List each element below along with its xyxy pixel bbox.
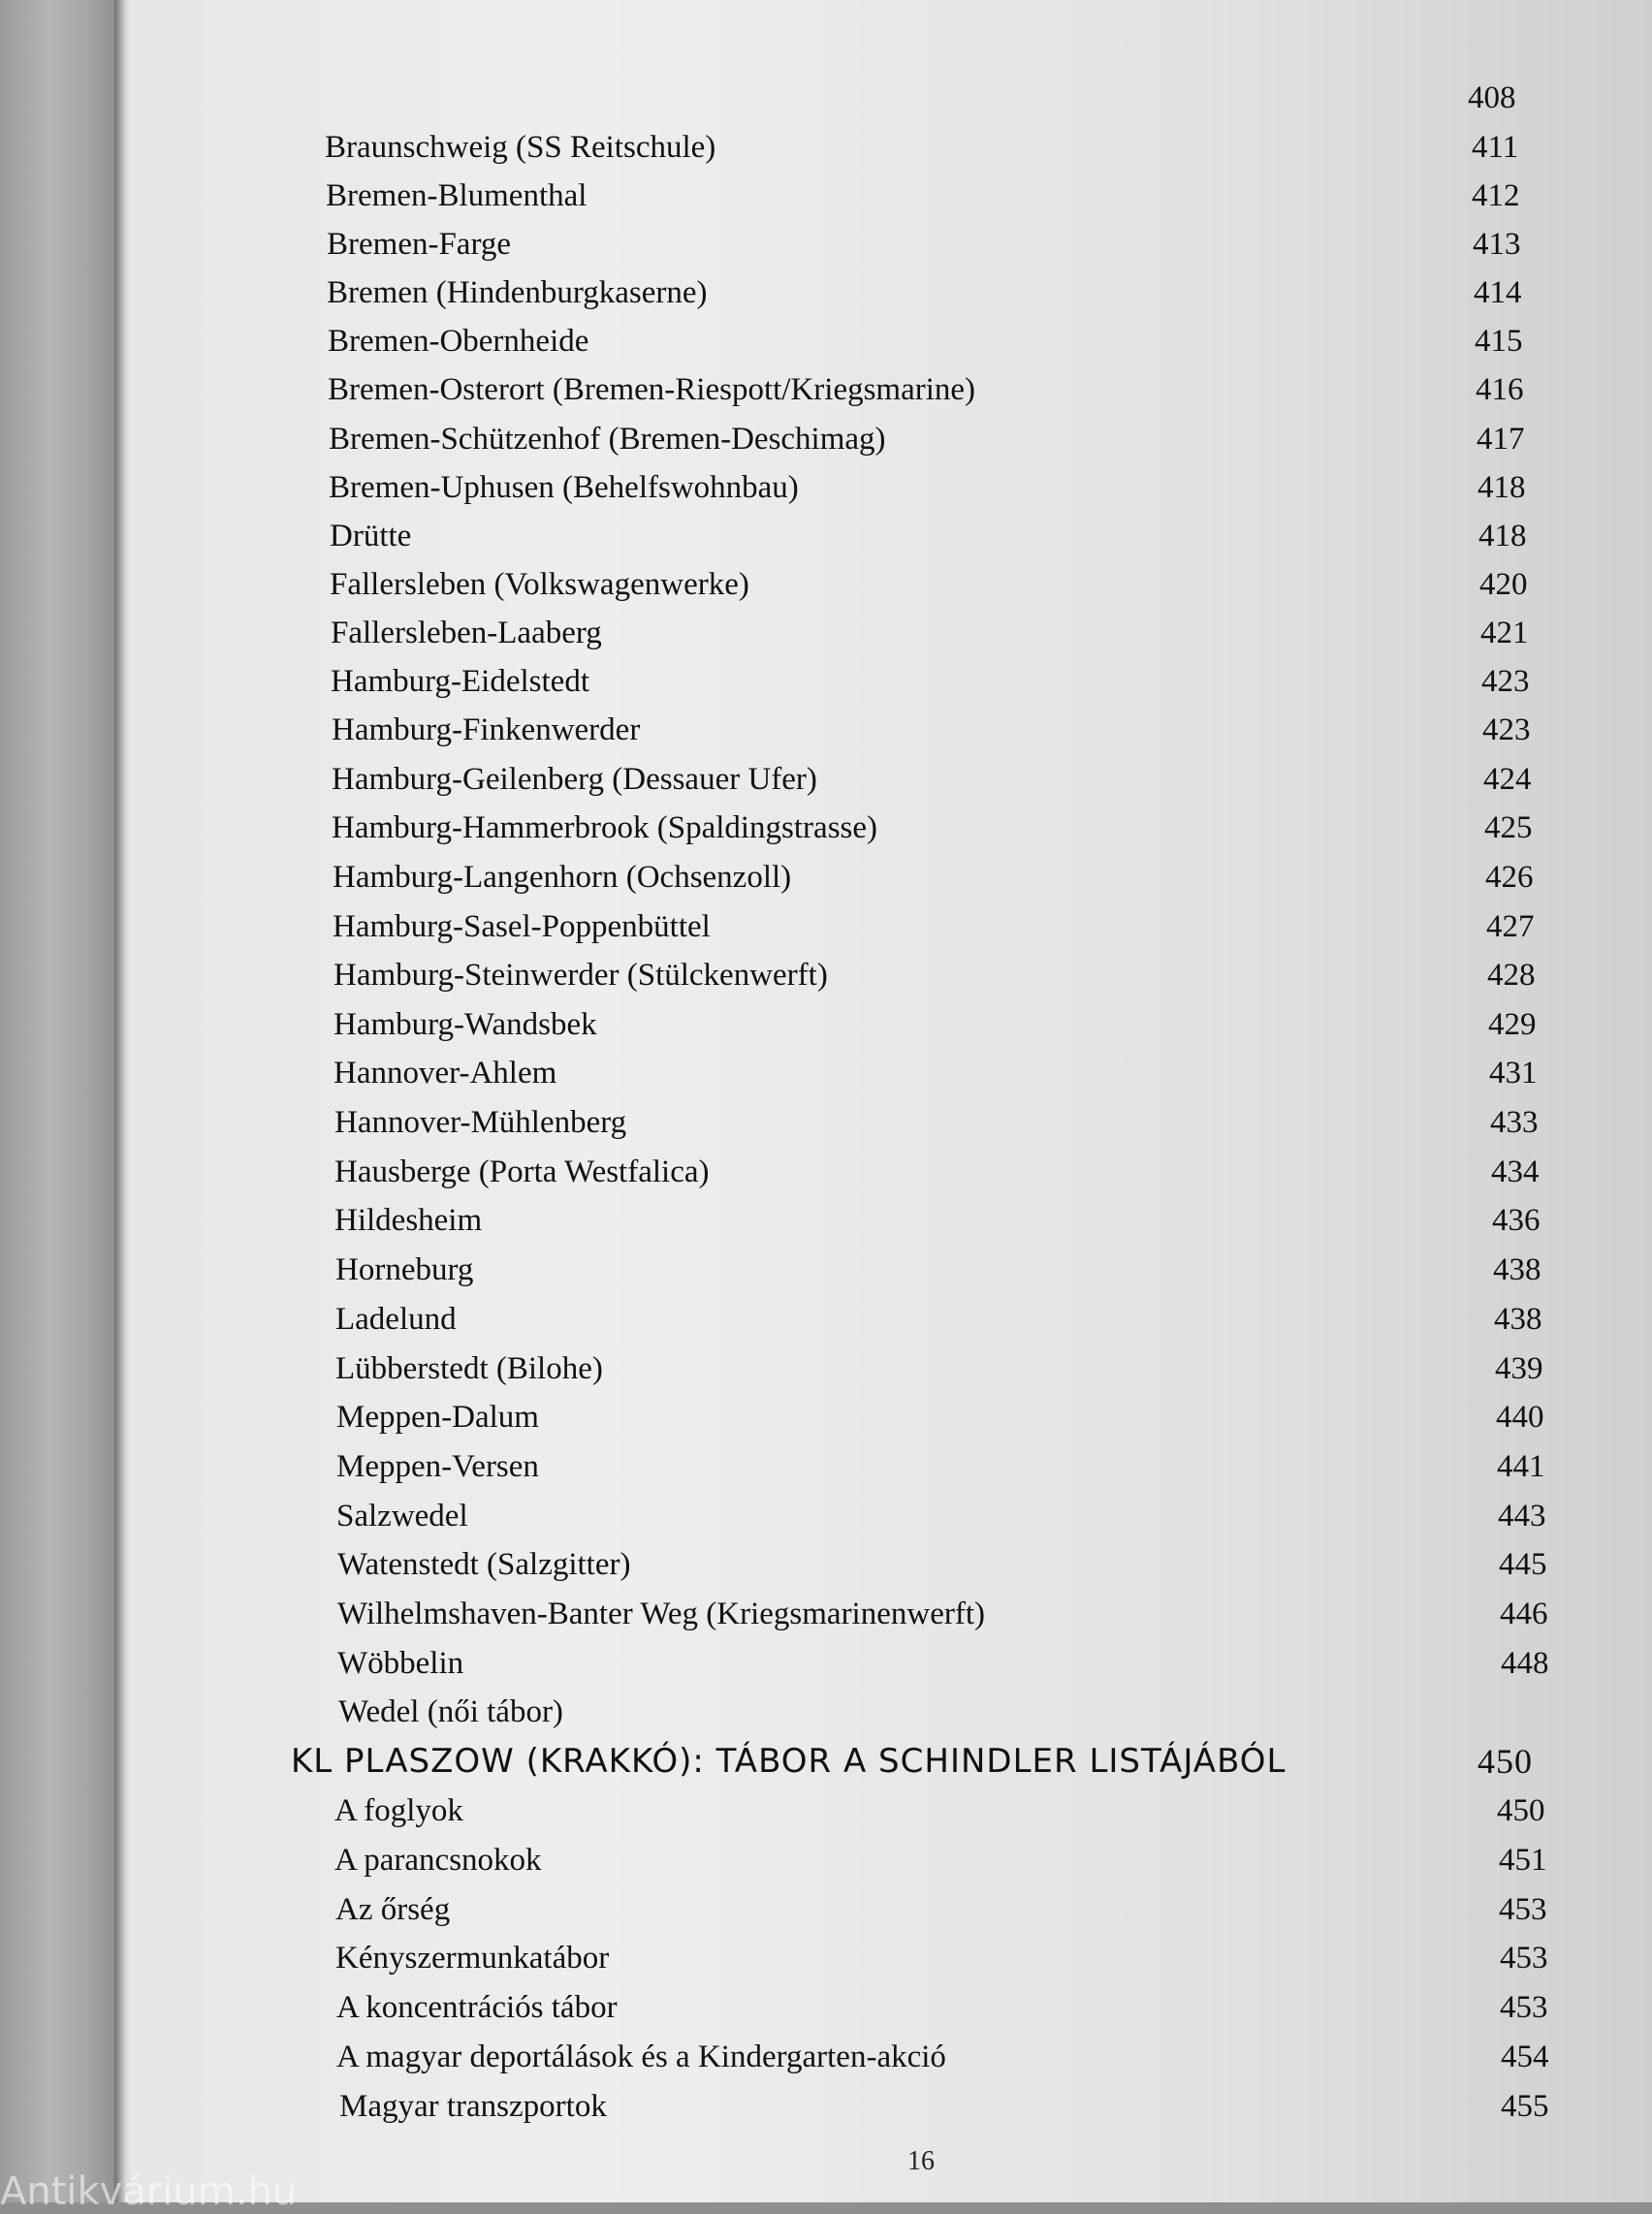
toc-entry-title: Salzwedel: [336, 1499, 468, 1534]
toc-entry-page-number: 453: [1499, 1892, 1547, 1927]
toc-entry-page-number: 455: [1501, 2089, 1549, 2124]
toc-entry: [0, 804, 1652, 852]
toc-entry-page-number: 445: [1499, 1547, 1547, 1582]
toc-entry: [0, 74, 1652, 122]
toc-entry-page-number: 448: [1501, 1646, 1549, 1681]
toc-entry: [0, 1885, 1652, 1934]
toc-entry-title: Kényszermunkatábor: [335, 1941, 610, 1976]
toc-entry: [0, 463, 1652, 512]
toc-entry: [0, 415, 1652, 463]
toc-entry-page-number: 429: [1488, 1007, 1537, 1042]
toc-entry: [0, 1442, 1652, 1491]
toc-entry-page-number: 439: [1495, 1351, 1543, 1386]
toc-entry-title: Az őrség: [335, 1892, 451, 1927]
toc-entry: [0, 1000, 1652, 1049]
toc-entry-title: Hildesheim: [334, 1203, 483, 1238]
toc-entry-page-number: 450: [1477, 1742, 1533, 1781]
toc-entry-title: Fallersleben-Laaberg: [331, 616, 602, 650]
toc-entry-page-number: 433: [1490, 1105, 1539, 1140]
toc-entry-page-number: 426: [1485, 860, 1534, 895]
toc-entry-page-number: 417: [1477, 422, 1525, 457]
toc-entry-title: Bremen-Uphusen (Behelfswohnbau): [329, 470, 799, 505]
toc-entry: [0, 1639, 1652, 1688]
toc-entry-page-number: 428: [1487, 958, 1536, 993]
toc-entry-page-number: 408: [1468, 80, 1516, 115]
toc-entry-page-number: 412: [1472, 178, 1520, 213]
toc-entry: [0, 902, 1652, 951]
toc-entry-page-number: 431: [1489, 1056, 1538, 1091]
toc-entry: [0, 1295, 1652, 1344]
toc-entry: [0, 657, 1652, 706]
toc-entry: [0, 365, 1652, 414]
toc-entry: [0, 1196, 1652, 1245]
toc-entry-title: A foglyok: [334, 1793, 463, 1828]
toc-entry: [0, 755, 1652, 804]
toc-entry: [0, 1148, 1652, 1196]
toc-entry-page-number: 420: [1479, 567, 1528, 602]
toc-entry: [0, 220, 1652, 269]
toc-entry-title: Bremen-Osterort (Bremen-Riespott/Kriegsmarine): [328, 372, 976, 407]
toc-entry: [0, 1688, 1652, 1736]
toc-entry-page-number: 438: [1494, 1302, 1542, 1337]
toc-entry: [0, 1049, 1652, 1097]
toc-entry: [0, 706, 1652, 754]
toc-entry-title: Hamburg-Geilenberg (Dessauer Ufer): [332, 762, 817, 797]
toc-entry-page-number: 421: [1480, 616, 1529, 650]
watermark: Antikvárium.hu: [0, 2169, 298, 2214]
toc-entry-title: Meppen-Dalum: [336, 1400, 539, 1435]
toc-entry: [0, 172, 1652, 220]
toc-entry: [0, 1836, 1652, 1884]
toc-entry: [0, 1393, 1652, 1441]
toc-entry-title: Wedel (női tábor): [338, 1694, 563, 1729]
toc-entry-page-number: 438: [1493, 1252, 1541, 1287]
toc-entry: [0, 1787, 1652, 1835]
toc-entry-title: Hausberge (Porta Westfalica): [334, 1154, 710, 1189]
page-number: 16: [907, 2146, 935, 2176]
toc-entry-title: Ladelund: [335, 1302, 457, 1337]
toc-entry: [0, 512, 1652, 560]
toc-entry-page-number: 453: [1500, 1941, 1548, 1976]
toc-entry: [0, 2033, 1652, 2081]
toc-entry: [0, 123, 1652, 172]
toc-entry-page-number: 450: [1497, 1793, 1545, 1828]
toc-entry: [0, 1983, 1652, 2032]
toc-entry-title: Hannover-Ahlem: [334, 1056, 557, 1091]
toc-entry-title: Drütte: [330, 519, 412, 554]
toc-entry: [0, 853, 1652, 901]
toc-entry: [0, 1492, 1652, 1540]
toc-entry-page-number: 440: [1496, 1400, 1544, 1435]
toc-entry-title: Meppen-Versen: [336, 1449, 539, 1484]
toc-entry: [0, 951, 1652, 999]
toc-entry: [0, 269, 1652, 317]
toc-entry-page-number: 443: [1498, 1499, 1546, 1534]
toc-entry: [0, 609, 1652, 657]
toc-entry-title: Bremen (Hindenburgkaserne): [327, 275, 708, 310]
toc-entry-title: Hamburg-Langenhorn (Ochsenzoll): [333, 860, 792, 895]
toc-entry-page-number: 413: [1473, 227, 1521, 262]
toc-entry-page-number: 454: [1501, 2040, 1549, 2074]
toc-entry-page-number: 414: [1474, 275, 1522, 310]
toc-entry-page-number: 436: [1492, 1203, 1541, 1238]
toc-entry-page-number: 418: [1477, 470, 1526, 505]
toc-entry-title: KL PLASZOW (KRAKKÓ): TÁBOR A SCHINDLER LISTÁJÁBÓL: [291, 1742, 1287, 1781]
toc-entry: [0, 2082, 1652, 2131]
toc-entry-page-number: 423: [1482, 712, 1531, 747]
toc-entry-page-number: 425: [1484, 810, 1533, 845]
toc-entry-title: Wöbbelin: [337, 1646, 464, 1681]
toc-entry-title: Fallersleben (Volkswagenwerke): [330, 567, 749, 602]
toc-entry: [0, 560, 1652, 609]
toc-entry-title: Hamburg-Hammerbrook (Spaldingstrasse): [332, 810, 878, 845]
toc-entry-page-number: 441: [1497, 1449, 1545, 1484]
toc-entry-page-number: 411: [1472, 130, 1519, 165]
toc-entry-title: Lübberstedt (Bilohe): [335, 1351, 603, 1386]
toc-entry-title: Hamburg-Eidelstedt: [331, 664, 589, 699]
toc-entry-title: Hamburg-Sasel-Poppenbüttel: [333, 909, 711, 944]
toc-entry: [0, 1344, 1652, 1393]
toc-entry-page-number: 423: [1481, 664, 1530, 699]
toc-section-heading: [0, 1737, 1652, 1786]
toc-entry-page-number: 416: [1476, 372, 1524, 407]
toc-entry-title: A koncentrációs tábor: [336, 1990, 618, 2025]
toc-entry: [0, 1934, 1652, 1982]
toc-entry-page-number: 427: [1486, 909, 1535, 944]
toc-entry: [0, 1246, 1652, 1294]
toc-entry-title: A magyar deportálások és a Kindergarten-akció: [336, 2040, 946, 2074]
toc-entry-title: Magyar transzportok: [339, 2089, 607, 2124]
toc-entry: [0, 1098, 1652, 1147]
toc-entry-title: Hamburg-Finkenwerder: [332, 712, 641, 747]
toc-entry-page-number: 415: [1475, 324, 1523, 359]
toc-entry-title: Bremen-Obernheide: [328, 324, 589, 359]
toc-entry-page-number: 424: [1483, 762, 1532, 797]
toc-entry-title: Watenstedt (Salzgitter): [337, 1547, 631, 1582]
toc-entry-title: Bremen-Farge: [327, 227, 511, 262]
toc-entry-title: Hamburg-Steinwerder (Stülckenwerft): [334, 958, 828, 993]
toc-entry-title: Hannover-Mühlenberg: [334, 1105, 627, 1140]
toc-entry-title: Braunschweig (SS Reitschule): [325, 130, 716, 165]
toc-entry-title: Hamburg-Wandsbek: [334, 1007, 597, 1042]
toc-entry: [0, 1540, 1652, 1589]
toc-entry-title: Bremen-Schützenhof (Bremen-Deschimag): [329, 422, 886, 457]
toc-entry-page-number: 446: [1500, 1597, 1548, 1631]
toc-entry-page-number: 451: [1499, 1843, 1547, 1878]
toc-entry-page-number: 453: [1500, 1990, 1548, 2025]
toc-entry-title: Bremen-Blumenthal: [326, 178, 588, 213]
toc-entry-title: Wilhelmshaven-Banter Weg (Kriegsmarinenwerft): [337, 1597, 985, 1631]
toc-entry-title: Horneburg: [335, 1252, 474, 1287]
toc-entry-page-number: 434: [1491, 1154, 1540, 1189]
toc-entry: [0, 1590, 1652, 1638]
toc-entry-title: A parancsnokok: [334, 1843, 542, 1878]
toc-entry-page-number: 418: [1478, 519, 1527, 554]
toc-entry: [0, 317, 1652, 365]
